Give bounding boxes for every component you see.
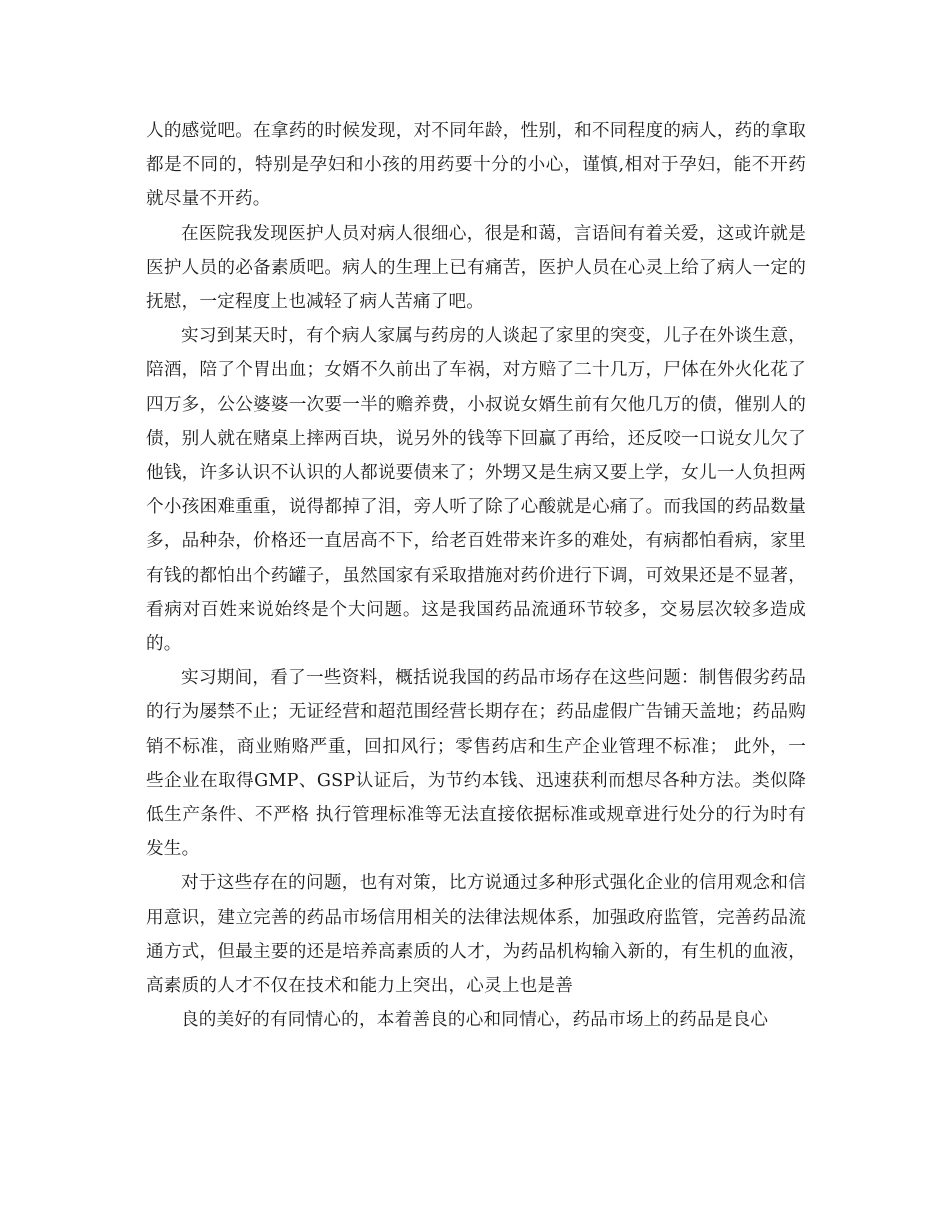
paragraph-1: 人的感觉吧。在拿药的时候发现，对不同年龄，性别，和不同程度的病人，药的拿取都是不同的，特别是孕妇和小孩的用药要十分的小心，谨慎,相对于孕妇，能不开药就尽量不开药。: [146, 121, 806, 210]
paragraph-3: 实习到某天时，有个病人家属与药房的人谈起了家里的突变，儿子在外谈生意，陪酒，陪了个胃出血；女婿不久前出了车祸，对方赔了二十几万，尸体在外火化花了四万多，公公婆婆一次要一半的赡养费，小叔说女婿生前有欠他几万的债，催别人的债，别人就在赌桌上摔两百块，说另外的钱等下回赢了再给，还反咬一口说女儿欠了他钱，许多认识不认识的人都说要债来了；外甥又是生病又要上学，女儿一人负担两个小孩困难重重，说得都掉了泪，旁人听了除了心酸就是心痛了。而我国的药品数量多，品种杂，价格还一直居高不下，给老百姓带来许多的难处，有病都怕看病，家里有钱的都怕出个药罐子，虽然国家有采取措施对药价进行下调，可效果还是不显著，看病对百姓来说始终是个大问题。这是我国药品流通环节较多，交易层次较多造成的。: [146, 326, 806, 655]
document-body: [146, 114, 806, 1037]
paragraph-2: 在医院我发现医护人员对病人很细心，很是和蔼，言语间有着关爱，这或许就是医护人员的必备素质吧。病人的生理上已有痛苦，医护人员在心灵上给了病人一定的抚慰，一定程度上也减轻了病人苦痛了吧。: [146, 223, 806, 313]
paragraph-6: 良的美好的有同情心的，本着善良的心和同情心，药品市场上的药品是良心: [181, 1010, 769, 1031]
paragraph-4: 实习期间，看了一些资料，概括说我国的药品市场存在这些问题：制售假劣药品的行为屡禁不止；无证经营和超范围经营长期存在；药品虚假广告铺天盖地；药品购销不标准，商业贿赂严重，回扣风行；零售药店和生产企业管理不标准； 此外，一些企业在取得GMP、GSP认证后，为节约本钱、迅速获利而想尽各种方法。类似降低生产条件、不严格 执行管理标准等无法直接依据标准或规章进行处分的行为时有发生。: [146, 668, 806, 860]
paragraph-5: 对于这些存在的问题，也有对策，比方说通过多种形式强化企业的信用观念和信用意识，建立完善的药品市场信用相关的法律法规体系，加强政府监管，完善药品流通方式，但最主要的还是培养高素质的人才，为药品机构输入新的，有生机的血液，高素质的人才不仅在技术和能力上突出，心灵上也是善: [146, 873, 806, 997]
